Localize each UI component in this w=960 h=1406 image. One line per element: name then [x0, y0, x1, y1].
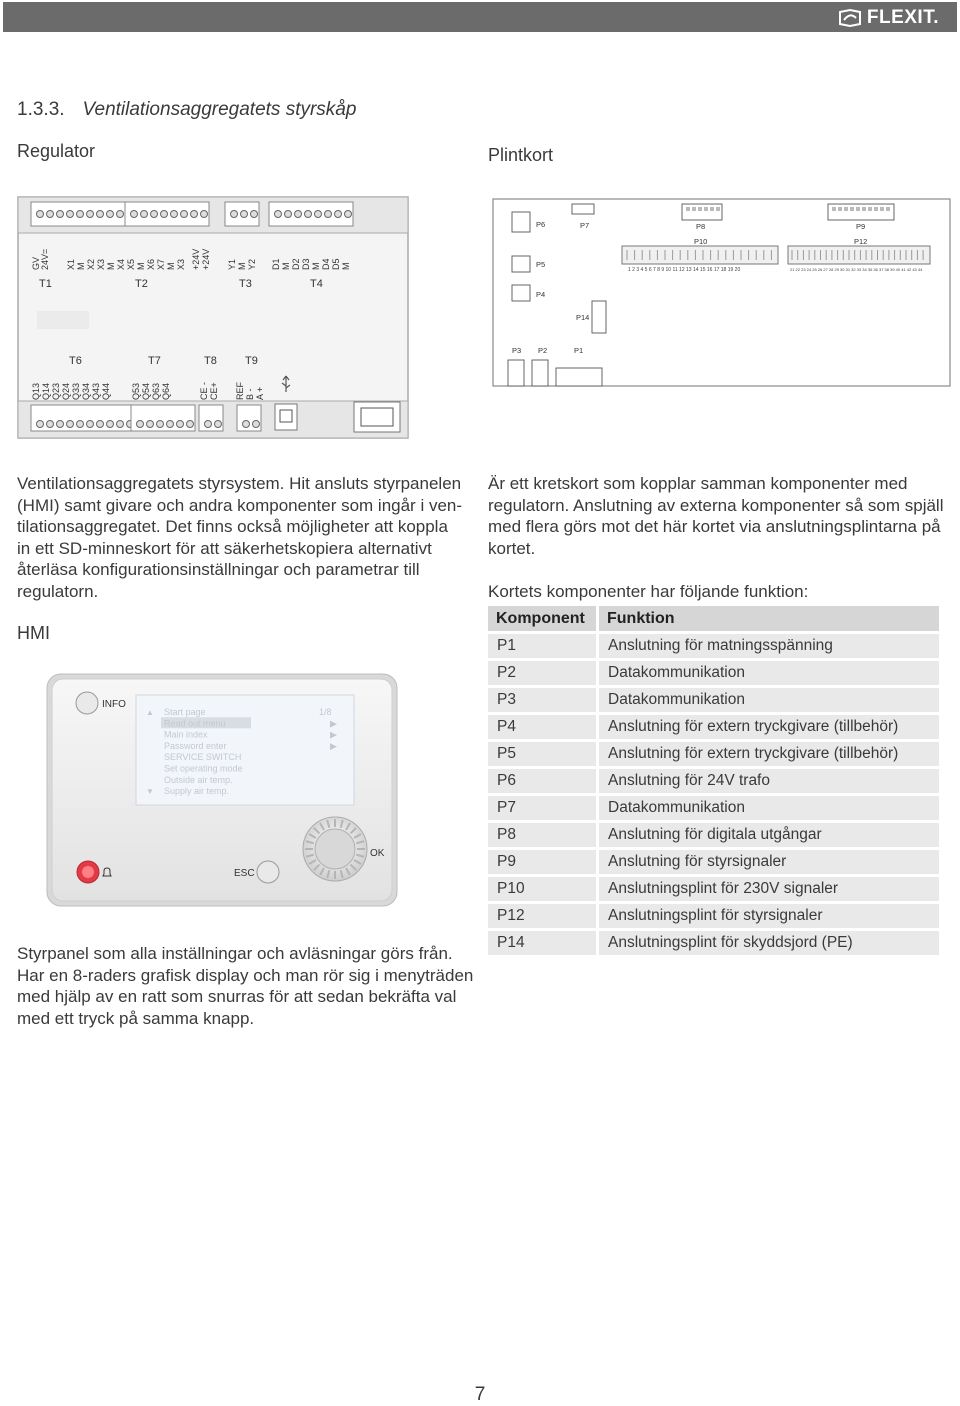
terminal-screw	[187, 421, 194, 428]
terminal-label: Q63	[151, 382, 161, 400]
terminal-screw	[107, 211, 114, 218]
paragraph-line: kortet.	[488, 538, 536, 558]
table-row	[488, 715, 939, 739]
submenu-arrow: ▶	[330, 718, 337, 729]
table-row	[488, 769, 939, 793]
hmi-heading: HMI	[17, 623, 50, 643]
terminal-label: Q64	[161, 382, 171, 400]
cell-komponent: P1	[488, 634, 599, 658]
terminal-label: M	[136, 262, 146, 270]
page-indicator: 1/8	[319, 707, 332, 717]
connector-pin	[844, 207, 848, 211]
connector-pin	[698, 207, 702, 211]
table-row	[488, 661, 939, 685]
terminal-screw	[191, 211, 198, 218]
terminal-screw	[141, 211, 148, 218]
p10-pin-numbers: 1 2 3 4 5 6 7 8 9 10 11 12 13 14 15 16 17 18 19 20	[628, 267, 741, 273]
terminal-label: CE+	[209, 382, 219, 400]
terminal-group-label: T1	[39, 278, 52, 290]
terminal-label: M	[76, 262, 86, 270]
terminal-screw	[37, 211, 44, 218]
p4-connector	[512, 285, 530, 301]
terminal-group-label: T9	[245, 355, 258, 367]
cell-funktion: Datakommunikation	[599, 796, 939, 820]
terminal-label: D1	[271, 258, 281, 270]
p12-pin-numbers: 21 22 23 24 25 26 27 28 29 30 31 32 33 34 35 36 37 38 39 40 41 42 43 44	[790, 267, 923, 272]
esc-button[interactable]	[257, 861, 279, 883]
terminal-screw	[285, 211, 292, 218]
p5-connector	[512, 256, 530, 272]
terminal-screw	[117, 421, 124, 428]
p10-terminal-block	[622, 246, 778, 264]
connector-label: P7	[580, 221, 590, 230]
hmi-drawing	[46, 673, 398, 907]
top-screw-terminals	[31, 202, 353, 226]
terminal-label: X6	[146, 258, 156, 270]
cell-komponent: P8	[488, 823, 599, 847]
terminal-label: Y1	[227, 258, 237, 270]
menu-item: Password enter	[164, 740, 227, 751]
terminal-label: X4	[116, 258, 126, 270]
cell-funktion: Anslutning för 24V trafo	[599, 769, 939, 793]
plintkort-figure	[492, 198, 952, 388]
terminal-label: Q23	[51, 382, 61, 400]
paragraph-line: tilationsaggregatet. Det finns också möjligheter att koppla	[17, 517, 448, 537]
terminal-screw	[315, 211, 322, 218]
terminal-screw	[47, 421, 54, 428]
terminal-label: Q14	[41, 382, 51, 400]
terminal-label: Q43	[91, 382, 101, 400]
terminal-label: M	[341, 262, 351, 270]
paragraph-line: Styrpanel som alla inställningar och avläsningar görs från.	[17, 944, 453, 963]
p7-connector	[572, 204, 594, 214]
terminal-screw	[171, 211, 178, 218]
paragraph-line: återläsa konfigurationsinställningar och parametrar till	[17, 560, 420, 580]
paragraph-line: Ventilationsaggregatets styrsystem. Hit ansluts styrpanelen	[17, 474, 462, 493]
esc-label: ESC	[234, 868, 255, 879]
terminal-screw	[161, 211, 168, 218]
terminal-group-label: T6	[69, 355, 82, 367]
cell-komponent: P12	[488, 904, 599, 928]
terminal-screw	[201, 211, 208, 218]
section-number: 1.3.3.	[17, 99, 65, 120]
rotary-knob-center	[315, 829, 355, 869]
submenu-arrow: ▶	[330, 729, 337, 740]
terminal-label: X1	[66, 258, 76, 270]
submenu-arrow: ▶	[330, 740, 337, 751]
plintkort-heading: Plintkort	[488, 145, 554, 165]
cell-funktion: Anslutningsplint för 230V signaler	[599, 877, 939, 901]
flexit-logo-icon	[838, 8, 862, 28]
terminal-label: D2	[291, 258, 301, 270]
cell-funktion: Anslutning för extern tryckgivare (tillbehör)	[599, 742, 939, 766]
table-intro: Kortets komponenter har följande funktion:	[488, 582, 809, 601]
terminal-screw	[345, 211, 352, 218]
terminal-screw	[243, 421, 250, 428]
terminal-label: CE -	[199, 382, 209, 400]
connector-label: P10	[694, 237, 708, 246]
connector-label: P2	[538, 346, 548, 355]
terminal-screw	[335, 211, 342, 218]
terminal-screw	[251, 211, 258, 218]
info-label: INFO	[102, 699, 126, 710]
header-bar	[3, 2, 957, 32]
terminal-screw	[87, 211, 94, 218]
p9-connector	[828, 204, 894, 220]
terminal-screw	[157, 421, 164, 428]
connector-label: P4	[536, 290, 546, 299]
connector-pin	[704, 207, 708, 211]
cell-funktion: Datakommunikation	[599, 688, 939, 712]
terminal-label: X5	[126, 258, 136, 270]
terminal-screw	[305, 211, 312, 218]
terminal-label: Q13	[31, 382, 41, 400]
terminal-label: M	[281, 262, 291, 270]
terminal-group-label: T8	[204, 355, 217, 367]
connector-label: P9	[856, 222, 866, 231]
menu-item: Outside air temp.	[164, 774, 233, 785]
terminal-screw	[167, 421, 174, 428]
terminal-screw	[177, 421, 184, 428]
cell-komponent: P7	[488, 796, 599, 820]
connector-label: P1	[574, 346, 584, 355]
terminal-screw	[137, 421, 144, 428]
menu-item: Main index	[164, 729, 208, 740]
terminal-label: X3	[176, 258, 186, 270]
scroll-down-icon: ▼	[146, 787, 154, 796]
terminal-screw	[117, 211, 124, 218]
sd-card-slot	[37, 311, 89, 329]
terminal-label: M	[311, 262, 321, 270]
terminal-label: D5	[331, 258, 341, 270]
menu-item: Supply air temp.	[164, 786, 230, 797]
terminal-label: Q54	[141, 382, 151, 400]
terminal-screw	[231, 211, 238, 218]
p1-connector	[556, 368, 602, 386]
header-komponent: Komponent	[488, 606, 599, 631]
cell-funktion: Anslutningsplint för skyddsjord (PE)	[599, 931, 939, 955]
terminal-screw	[77, 421, 84, 428]
cell-funktion: Anslutning för matningsspänning	[599, 634, 939, 658]
section-heading	[17, 99, 356, 121]
table-row	[488, 634, 939, 658]
cell-komponent: P6	[488, 769, 599, 793]
brand-logo	[838, 6, 939, 30]
connector-pin	[880, 207, 884, 211]
cell-komponent: P2	[488, 661, 599, 685]
paragraph-line: med flera görs mot det här kortet via anslutningsplintarna på	[488, 517, 941, 537]
terminal-label: X7	[156, 258, 166, 270]
terminal-label: M	[166, 262, 176, 270]
cell-komponent: P10	[488, 877, 599, 901]
connector-label: P5	[536, 260, 546, 269]
terminal-screw	[107, 421, 114, 428]
component-table	[488, 603, 939, 958]
cell-funktion: Anslutning för extern tryckgivare (tillbehör)	[599, 715, 939, 739]
cell-funktion: Anslutning för styrsignaler	[599, 850, 939, 874]
p8-connector	[682, 204, 722, 220]
terminal-label: Q53	[131, 382, 141, 400]
terminal-label: GV	[31, 256, 41, 270]
terminal-label: Q34	[81, 382, 91, 400]
cell-funktion: Anslutning för digitala utgångar	[599, 823, 939, 847]
info-button[interactable]	[76, 692, 98, 714]
connector-pin	[838, 207, 842, 211]
cell-komponent: P9	[488, 850, 599, 874]
connector-pin	[856, 207, 860, 211]
terminal-label: M	[106, 262, 116, 270]
paragraph-line: (HMI) samt givare och andra komponenter som ingår i ven-	[17, 495, 463, 515]
terminal-label: 24V=	[40, 248, 50, 270]
terminal-screw	[205, 421, 212, 428]
terminal-label: Y2	[247, 258, 257, 270]
cell-komponent: P4	[488, 715, 599, 739]
p6-connector	[512, 212, 530, 232]
connector-pin	[862, 207, 866, 211]
terminal-label: REF	[235, 382, 245, 400]
cell-funktion: Anslutningsplint för styrsignaler	[599, 904, 939, 928]
plintkort-description	[488, 473, 948, 559]
paragraph-line: Är ett kretskort som kopplar samman komponenter med	[488, 474, 908, 493]
table-row	[488, 742, 939, 766]
header-funktion: Funktion	[599, 606, 939, 631]
cell-komponent: P5	[488, 742, 599, 766]
paragraph-line: in ett SD-minneskort för att säkerhetskopiera alternativt	[17, 538, 432, 558]
terminal-label: X3	[96, 258, 106, 270]
cell-komponent: P14	[488, 931, 599, 955]
connector-pin	[710, 207, 714, 211]
cell-komponent: P3	[488, 688, 599, 712]
terminal-group-label: T2	[135, 278, 148, 290]
terminal-label: Q24	[61, 382, 71, 400]
terminal-label: Q33	[71, 382, 81, 400]
paragraph-line: Har en 8-raders grafisk display och man rör sig i menyträden	[17, 965, 474, 985]
regulator-drawing	[17, 196, 409, 440]
terminal-label: D3	[301, 258, 311, 270]
terminal-screw	[87, 421, 94, 428]
terminal-label: +24V	[201, 248, 211, 270]
table-row	[488, 904, 939, 928]
menu-item: Read out menu	[164, 718, 226, 729]
table-row	[488, 850, 939, 874]
connector-pin	[686, 207, 690, 211]
connector-pin	[874, 207, 878, 211]
table-row	[488, 877, 939, 901]
connector-pin	[832, 207, 836, 211]
connector-pin	[692, 207, 696, 211]
connector-pin	[868, 207, 872, 211]
connector-label: P6	[536, 220, 546, 229]
terminal-group-label: T7	[148, 355, 161, 367]
terminal-screw	[241, 211, 248, 218]
table-row	[488, 796, 939, 820]
menu-item: Start page	[164, 707, 206, 717]
cell-funktion: Datakommunikation	[599, 661, 939, 685]
terminal-label: Q44	[101, 382, 111, 400]
terminal-group-label: T3	[239, 278, 252, 290]
terminal-screw	[215, 421, 222, 428]
paragraph-line: med ett tryck på samma knapp.	[17, 1008, 255, 1028]
connector-pin	[716, 207, 720, 211]
regulator-heading: Regulator	[17, 141, 96, 161]
table-header-row	[488, 606, 939, 631]
terminal-screw	[37, 421, 44, 428]
connector-pin	[850, 207, 854, 211]
terminal-screw	[147, 421, 154, 428]
terminal-screw	[77, 211, 84, 218]
terminal-label: M	[237, 262, 247, 270]
alarm-led-glow	[82, 866, 94, 878]
terminal-screw	[47, 211, 54, 218]
hmi-figure	[46, 673, 398, 907]
regulator-description	[17, 473, 477, 603]
page-number: 7	[474, 1384, 486, 1405]
terminal-screw	[325, 211, 332, 218]
terminal-screw	[151, 211, 158, 218]
terminal-label: D4	[321, 258, 331, 270]
p2-connector	[532, 360, 548, 386]
p3-connector	[508, 360, 524, 386]
connector-pin	[886, 207, 890, 211]
regulator-figure	[17, 196, 409, 440]
terminal-screw	[97, 211, 104, 218]
terminal-screw	[57, 421, 64, 428]
table-row	[488, 688, 939, 712]
terminal-label: B -	[245, 388, 255, 400]
board-drawing	[492, 198, 952, 388]
p14-connector	[592, 301, 606, 333]
paragraph-line: regulatorn. Anslutning av externa komponenter så som spjäll	[488, 495, 944, 515]
menu-item: SERVICE SWITCH	[164, 752, 242, 763]
terminal-screw	[295, 211, 302, 218]
terminal-screw	[181, 211, 188, 218]
terminal-label: A +	[255, 386, 265, 400]
terminal-screw	[275, 211, 282, 218]
connector-label: P3	[512, 346, 522, 355]
table-row	[488, 823, 939, 847]
usb-port	[275, 404, 297, 430]
paragraph-line: med hjälp av en ratt som snurras för att sedan bekräfta val	[17, 987, 457, 1007]
section-title: Ventilationsaggregatets styrskåp	[82, 99, 357, 120]
terminal-screw	[67, 211, 74, 218]
terminal-screw	[131, 211, 138, 218]
terminal-label: X2	[86, 258, 96, 270]
terminal-screw	[253, 421, 260, 428]
terminal-label: +24V	[191, 248, 201, 270]
connector-label: P8	[696, 222, 706, 231]
connector-label: P12	[854, 237, 868, 246]
board-outline	[493, 199, 950, 386]
hmi-description	[17, 943, 477, 1029]
component-table-wrapper	[488, 603, 939, 958]
terminal-screw	[67, 421, 74, 428]
ok-label: OK	[370, 848, 385, 859]
terminal-group-label: T4	[310, 278, 323, 290]
scroll-up-icon: ▲	[146, 708, 154, 717]
terminal-screw	[97, 421, 104, 428]
table-row	[488, 931, 939, 955]
terminal-screw	[57, 211, 64, 218]
component-table-body	[488, 634, 939, 955]
brand-name: FLEXIT.	[866, 7, 939, 28]
paragraph-line: regulatorn.	[17, 581, 99, 601]
menu-item: Set operating mode	[164, 763, 243, 774]
connector-label: P14	[576, 313, 590, 322]
